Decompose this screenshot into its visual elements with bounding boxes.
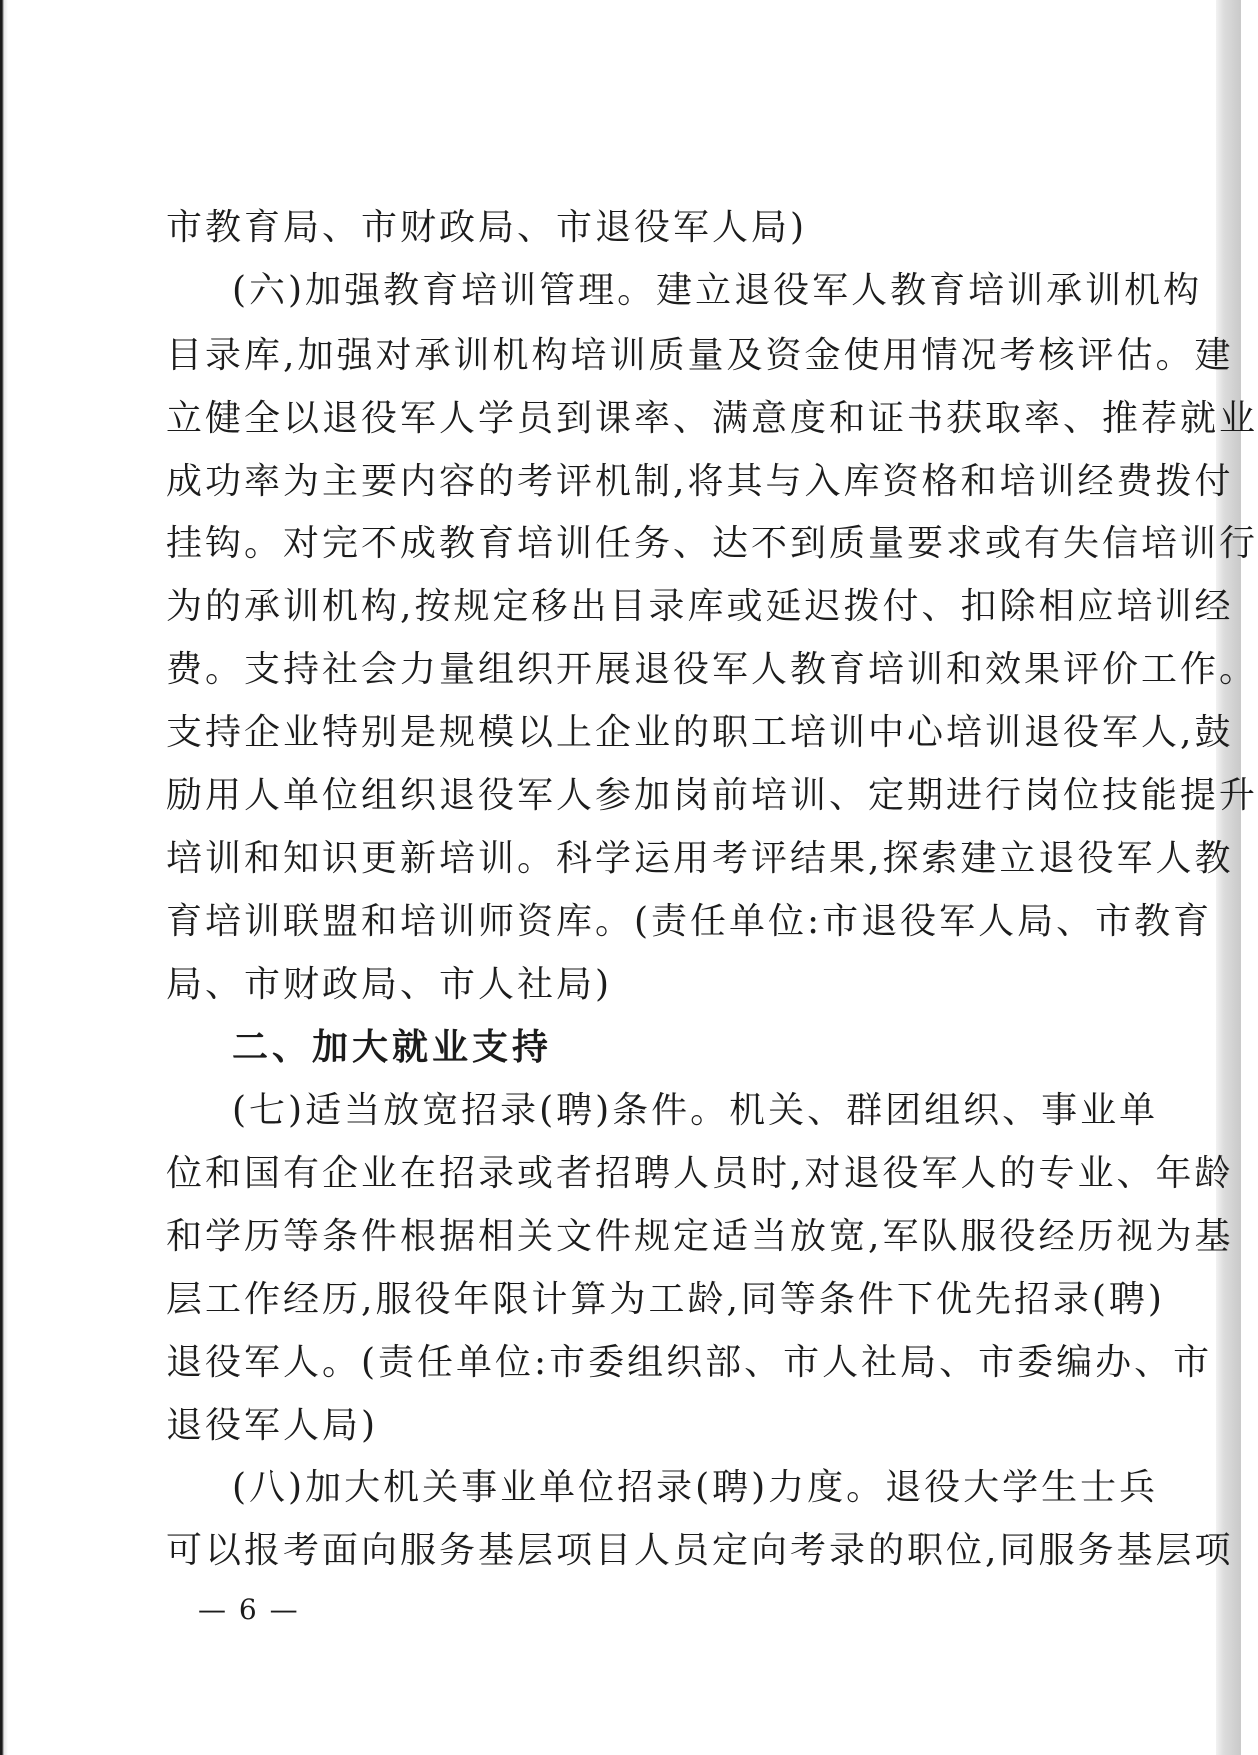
- text-line: 退役军人。(责任单位:市委组织部、市人社局、市委编办、市: [166, 1342, 1213, 1383]
- paragraph-heading-8: (八)加大机关事业单位招录(聘)力度。退役大学生士兵: [232, 1467, 1159, 1508]
- text-line: 支持企业特别是规模以上企业的职工培训中心培训退役军人,鼓: [166, 712, 1234, 753]
- section-heading: 二、加大就业支持: [232, 1027, 553, 1068]
- paragraph-heading-7: (七)适当放宽招录(聘)条件。机关、群团组织、事业单: [232, 1090, 1159, 1131]
- text-line: 挂钩。对完不成教育培训任务、达不到质量要求或有失信培训行: [166, 523, 1258, 564]
- text-line: 和学历等条件根据相关文件规定适当放宽,军队服役经历视为基: [166, 1216, 1234, 1257]
- text-line: 可以报考面向服务基层项目人员定向考录的职位,同服务基层项: [166, 1530, 1234, 1571]
- text-line: 立健全以退役军人学员到课率、满意度和证书获取率、推荐就业: [166, 398, 1258, 439]
- text-line: 费。支持社会力量组织开展退役军人教育培训和效果评价工作。: [166, 649, 1258, 690]
- text-line: 层工作经历,服役年限计算为工龄,同等条件下优先招录(聘): [166, 1279, 1165, 1320]
- text-line: 局、市财政局、市人社局): [166, 964, 613, 1005]
- text-line: 成功率为主要内容的考评机制,将其与入库资格和培训经费拨付: [166, 461, 1234, 502]
- text-line: 育培训联盟和培训师资库。(责任单位:市退役军人局、市教育: [166, 901, 1213, 942]
- text-line: 励用人单位组织退役军人参加岗前培训、定期进行岗位技能提升: [166, 775, 1258, 816]
- page-number: — 6 —: [198, 1593, 300, 1626]
- text-line: 目录库,加强对承训机构培训质量及资金使用情况考核评估。建: [166, 335, 1234, 376]
- paragraph-heading-6: (六)加强教育培训管理。建立退役军人教育培训承训机构: [232, 270, 1203, 311]
- text-line: 培训和知识更新培训。科学运用考评结果,探索建立退役军人教: [166, 838, 1234, 879]
- text-line: 位和国有企业在招录或者招聘人员时,对退役军人的专业、年龄: [166, 1153, 1234, 1194]
- text-line: 市教育局、市财政局、市退役军人局): [166, 207, 808, 248]
- text-line: 退役军人局): [166, 1405, 379, 1446]
- text-line: 为的承训机构,按规定移出目录库或延迟拨付、扣除相应培训经: [166, 586, 1234, 627]
